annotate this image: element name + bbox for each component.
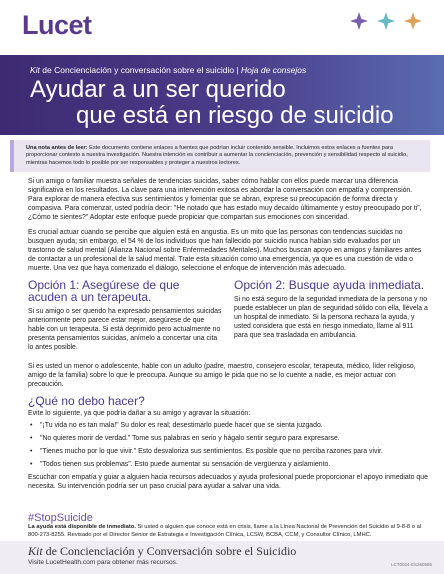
option-1-text: Si su amigo o ser querido ha expresado pensamientos suicidas anteriormente pero parece estar mejor, asegúrese de que hable con un terapeuta. Si está deprimido pero actualmente no presenta pensamientos suicidas, anímelo a concertar una cita lo antes posible. xyxy=(28,308,222,351)
main-content xyxy=(28,177,428,497)
option-1-heading: Opción 1: Asegúrese de que acuden a un terapeuta. xyxy=(28,278,180,304)
logo: Lucet xyxy=(22,10,92,40)
list-item: • "Todos tienen sus problemas". Esto puede aumentar su sensación de vergüenza y aislamiento. xyxy=(28,460,428,469)
footer-visit-link[interactable]: Visite LucetHealth.com para obtener más recursos. xyxy=(28,559,178,566)
option-2-heading: Opción 2: Busque ayuda inmediata. xyxy=(234,278,425,292)
footer-kit-text: de Concienciación y Conversación sobre el Suicidio xyxy=(42,544,297,558)
page-title-line2: que está en riesgo de suicidio xyxy=(76,102,394,129)
sparkle-icon xyxy=(404,12,422,30)
footer-kit-prefix: Kit xyxy=(28,544,43,558)
sparkle-icon xyxy=(350,12,368,30)
footer-kit-title xyxy=(28,544,296,559)
option-2 xyxy=(234,279,428,358)
title-banner xyxy=(0,55,444,135)
decorative-stars xyxy=(350,12,422,30)
footer xyxy=(0,541,444,574)
dont-list xyxy=(28,421,428,469)
document-code: LCT0024-ES260585 xyxy=(390,562,432,567)
reader-note xyxy=(10,140,430,172)
sparkle-icon xyxy=(377,12,395,30)
crisis-info xyxy=(28,524,423,539)
dont-heading: ¿Qué no debo hacer? xyxy=(28,394,145,408)
stop-suicide-hashtag: #StopSuicide xyxy=(28,512,93,524)
kit-text: de Concienciación y conversación sobre el suicidio | xyxy=(39,65,242,75)
page-title-line1: Ayudar a un ser querido xyxy=(30,76,286,103)
list-item: • "No quieres morir de verdad." Tome sus palabras en serio y hágalo sentir seguro para expresarse. xyxy=(28,434,428,443)
kit-label xyxy=(30,65,306,75)
option-2-text: Si no está seguro de la seguridad inmediata de la persona y no puede establecer un plan de seguridad sólido con ella, llévela a un hospital de inmediato. Si la persona rechaza la ayuda, y usted considera que está en riesgo inmediato, llame al 911 para que sea trasladada en ambulancia. xyxy=(234,296,428,339)
list-item: • "¡Tu vida no es tan mala!" Su dolor es real; desestimarlo puede hacer que se sienta juzgado. xyxy=(28,421,428,430)
note-lead: Una nota antes de leer: xyxy=(26,145,88,151)
note-text: Este documento contiene enlaces a fuentes que podrían incluir contenido sensible. Incluimos estos enlaces a fuentes para proporcionar contexto a nuestra investigación. Nuestra intención es contribuir a aumentar la concienciación, prevención y sensibilidad respecto al suicidio, mientras hacemos todo lo posible por ser responsables y proteger a nuestros lectores. xyxy=(26,145,408,166)
crisis-text: Si usted o alguien que conoce está en crisis, llame a la Línea Nacional de Prevención del Suicidio al 9-8-8 o al 800-273-8255. Revisado por el Director Senior de Estrategia e Investigación Clínica, LCSW, BCBA, CCM, y Consultor Clínico, LMHC. xyxy=(28,524,422,538)
list-item: • "Tienes mucho por lo que vivir." Esto desvaloriza sus sentimientos. Es posible que no perciba razones para vivir. xyxy=(28,447,428,456)
intro-paragraph: Si un amigo o familiar muestra señales de tendencias suicidas, saber cómo hablar con ellos puede marcar una diferencia significativa en los resultados. La clave para una intervención exitosa es abordar la conversación con empatía y comprensión. Para explorar de manera efectiva sus sentimientos y fomentar que se abran, exprese su preocupación de forma directa y compasiva. Para comenzar, usted podría decir: "He notado que has estado muy decaído últimamente y estoy preocupado por ti", ¿Cómo te sientes?" Adoptar este enfoque puede propiciar que compartan sus emociones con sinceridad. xyxy=(28,178,422,221)
crisis-lead: La ayuda está disponible de inmediato. xyxy=(28,524,136,530)
header xyxy=(0,0,444,55)
dont-outro: Escuchar con empatía y guiar a alguien hacia recursos adecuados y ayuda profesional puede proporcionar el apoyo inmediato que necesita. Su intervención podría ser un paso crucial para ayudar a salvar una vida. xyxy=(28,474,428,490)
options xyxy=(28,279,428,358)
option-1 xyxy=(28,279,222,358)
kit-tag: Hoja de consejos xyxy=(241,65,307,75)
minor-paragraph: Si es usted un menor o adolescente, hable con un adulto (padre, maestro, consejero escolar, terapeuta, médico, líder religioso, amigo de la familia) sobre lo que le preocupa. Aunque su amigo le pida que no se lo cuente a nadie, es mejor actuar con precaución. xyxy=(28,363,416,388)
action-paragraph: Es crucial actuar cuando se percibe que alguien está en angustia. Es un mito que las personas con tendencias suicidas no busquen ayuda; sin embargo, el 54 % de los individuos que han fallecido por suicidio nunca habían sido evaluados por un trastorno de salud mental (Alianza Nacional sobre Enfermedades Mentales). Muchos buscan apoyo en amigos y familiares antes de contactar a un profesional de la salud mental. Trate esta situación como una emergencia, ya que es una cuestión de vida o muerte. Una vez que haya comenzado el diálogo, seleccione el enfoque de intervención más adecuado. xyxy=(28,229,422,272)
dont-intro: Evite lo siguiente, ya que podría dañar a su amigo y agravar la situación: xyxy=(28,410,251,417)
kit-prefix: Kit xyxy=(30,65,40,75)
